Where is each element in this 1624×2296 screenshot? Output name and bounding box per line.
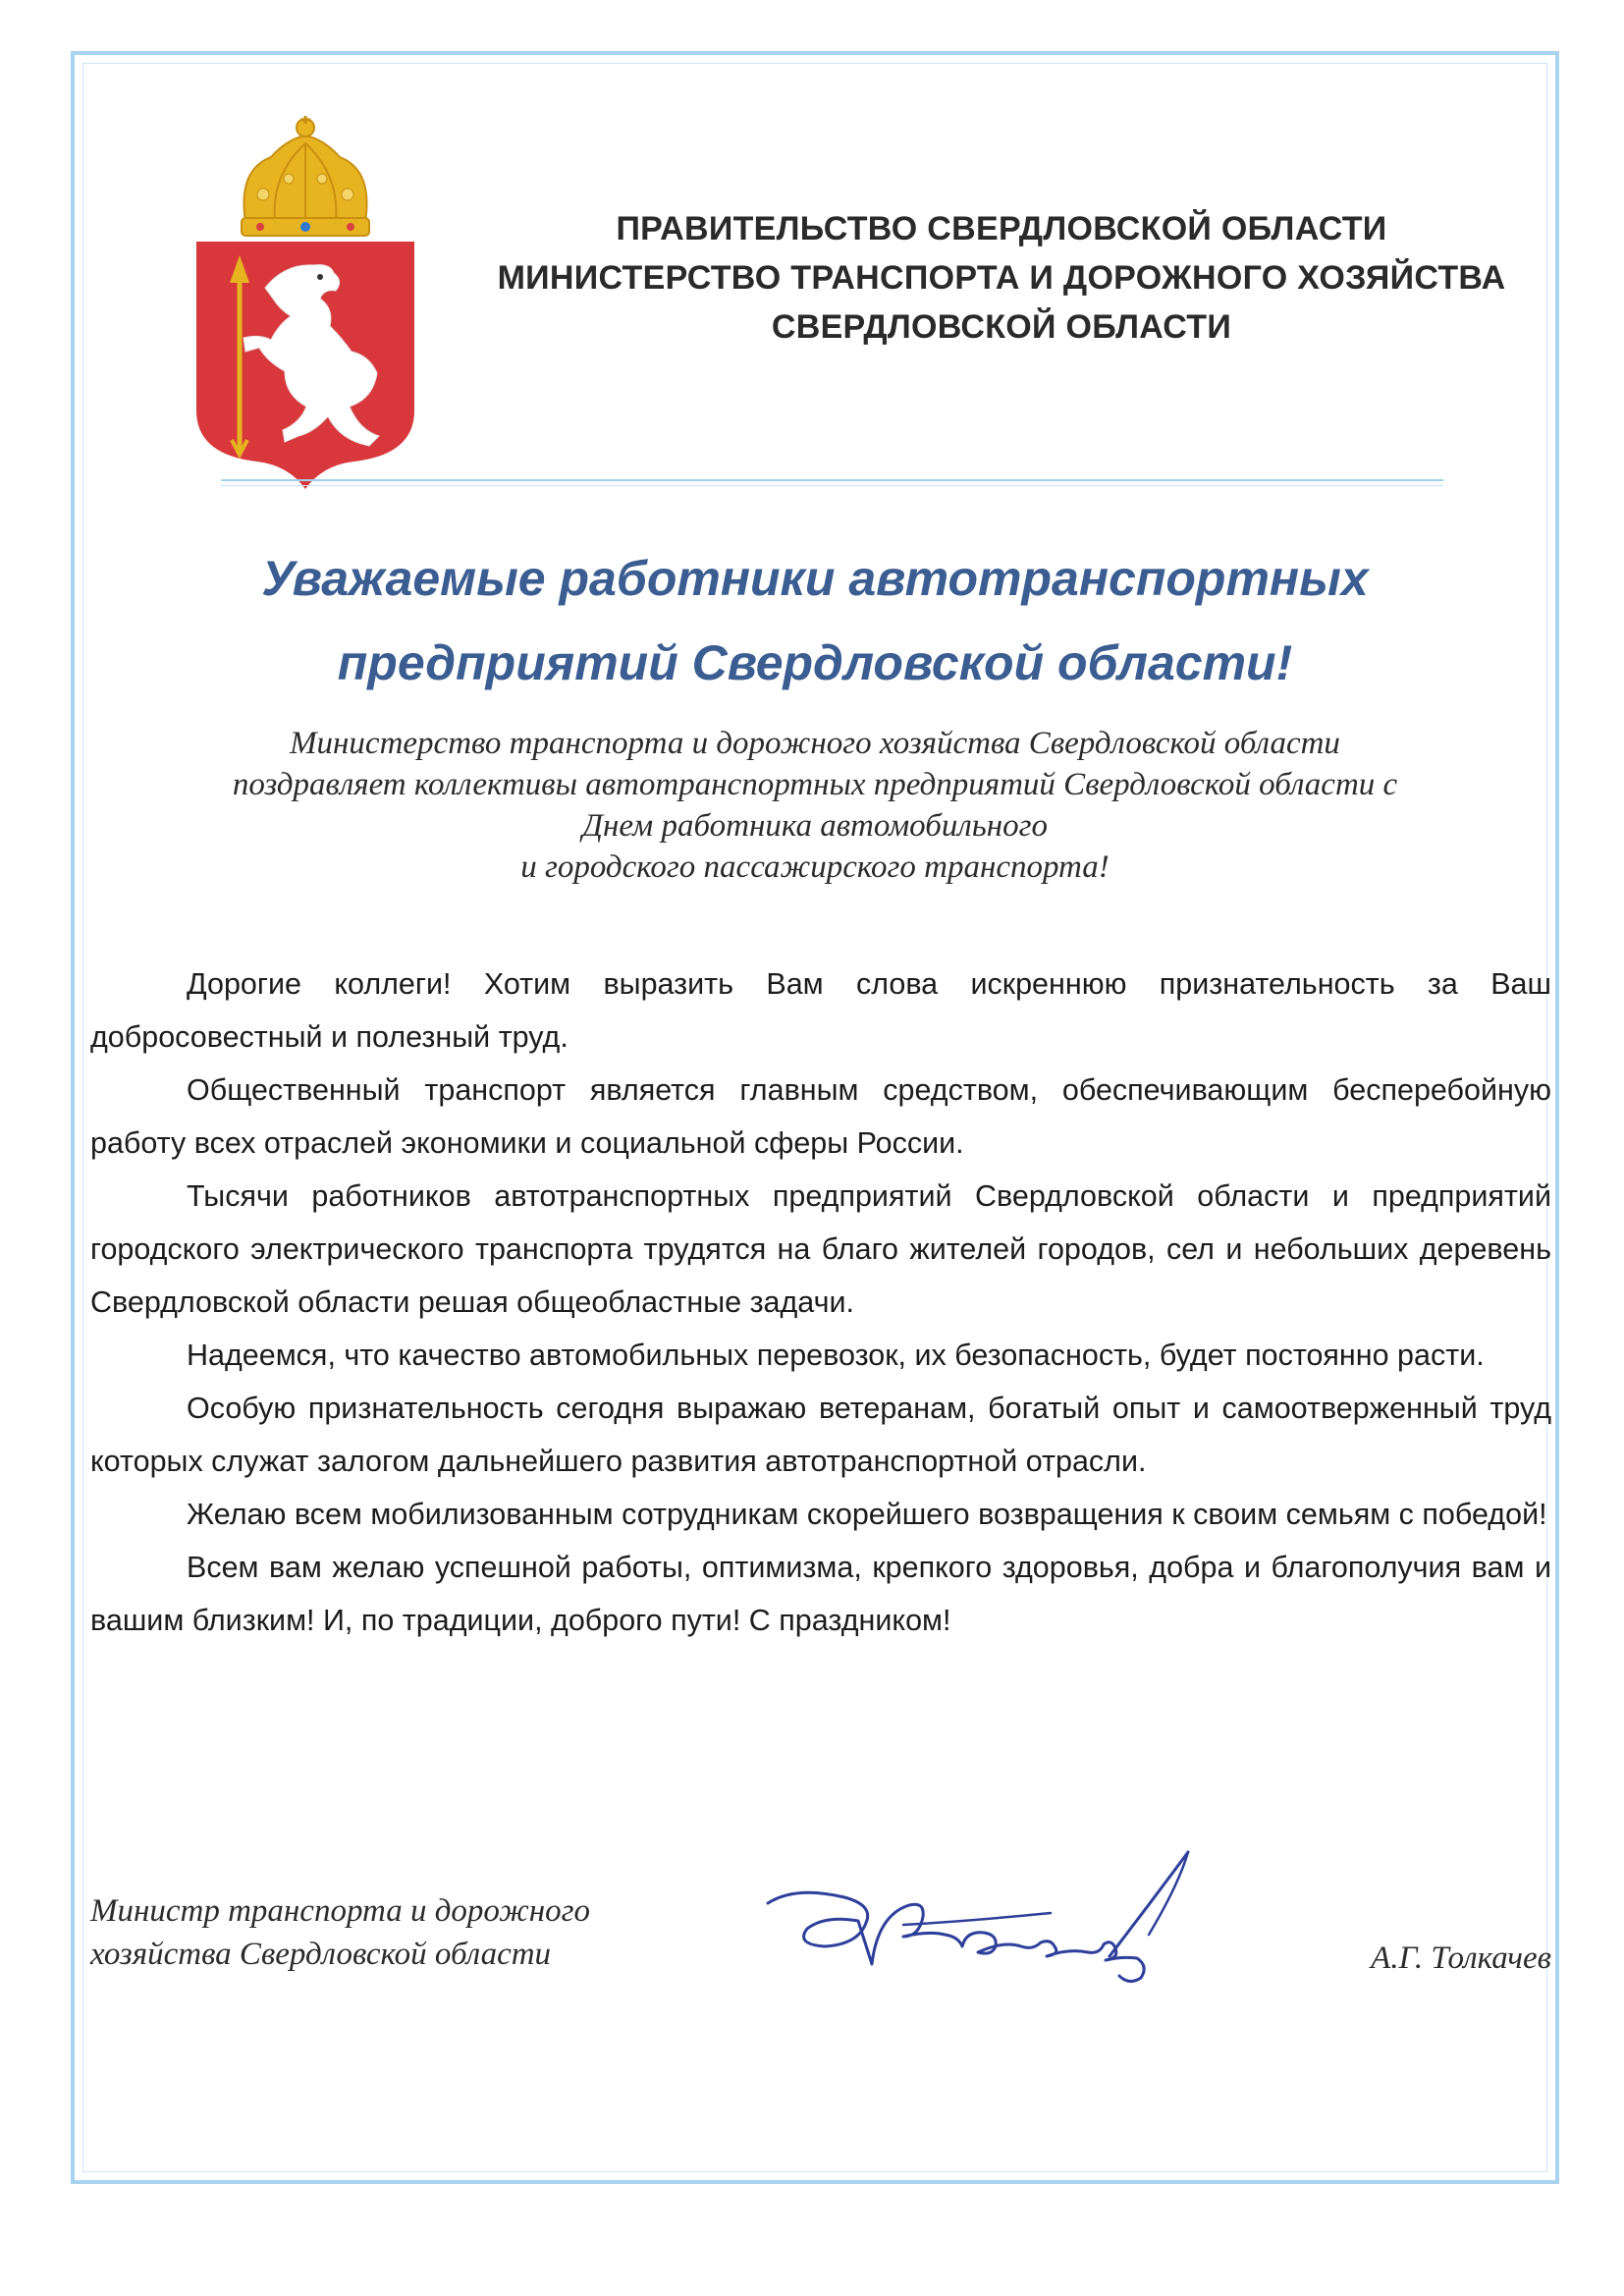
signatory-title [90,1889,729,1976]
letter-heading [147,536,1483,705]
header-divider-thin [221,485,1443,486]
greeting-block [108,723,1522,888]
crown-icon [242,116,369,236]
body-paragraph-1: Дорогие коллеги! Хотим выразить Вам слова искреннюю признательность за Ваш добросовестный и полезный труд. [90,967,1551,1054]
heading-line-2: предприятий Свердловской области! [337,635,1293,690]
signatory-name: А.Г. Толкачев [1371,1941,1551,1976]
header-line-2: МИНИСТЕРСТВО ТРАНСПОРТА И ДОРОЖНОГО ХОЗЯЙСТВА [497,259,1506,297]
body-paragraph-5: Особую признательность сегодня выражаю ветеранам, богатый опыт и самоотверженный труд которых служат залогом дальнейшего развития автотранспортной отрасли. [90,1392,1551,1478]
body-paragraph-7: Всем вам желаю успешной работы, оптимизма, крепкого здоровья, добра и благополучия вам и вашим близким! И, по традиции, доброго пути! С праздником! [90,1551,1551,1637]
body-paragraph-3: Тысячи работников автотранспортных предприятий Свердловской области и предприятий городского электрического транспорта трудятся на благо жителей городов, сел и небольших деревень Свердловской области решая общеобластные задачи. [90,1179,1551,1319]
greeting-line-2: поздравляет коллективы автотранспортных предприятий Свердловской области с [232,767,1398,802]
coat-of-arms-icon [177,116,434,489]
greeting-line-3: Днем работника автомобильного [581,808,1048,844]
greeting-line-4: и городского пассажирского транспорта! [520,849,1110,885]
signatory-title-line-1: Министр транспорта и дорожного [90,1893,591,1929]
body-paragraph-2: Общественный транспорт является главным средством, обеспечивающим бесперебойную работу всех отраслей экономики и социальной сферы России. [90,1073,1551,1160]
handwritten-signature-icon [756,1846,1227,1994]
header-line-1: ПРАВИТЕЛЬСТВО СВЕРДЛОВСКОЙ ОБЛАСТИ [616,210,1387,247]
signatory-title-line-2: хозяйства Свердловской области [90,1937,552,1972]
header-divider [221,479,1443,481]
letter-body [90,957,1551,1647]
header-line-3: СВЕРДЛОВСКОЙ ОБЛАСТИ [771,308,1232,346]
greeting-line-1: Министерство транспорта и дорожного хозяйства Свердловской области [290,726,1340,761]
heading-line-1: Уважаемые работники автотранспортных [261,551,1369,606]
body-paragraph-6: Желаю всем мобилизованным сотрудникам скорейшего возвращения к своим семьям с победой! [187,1498,1547,1531]
body-paragraph-4: Надеемся, что качество автомобильных перевозок, их безопасность, будет постоянно расти. [187,1339,1485,1372]
organization-header [491,204,1512,352]
